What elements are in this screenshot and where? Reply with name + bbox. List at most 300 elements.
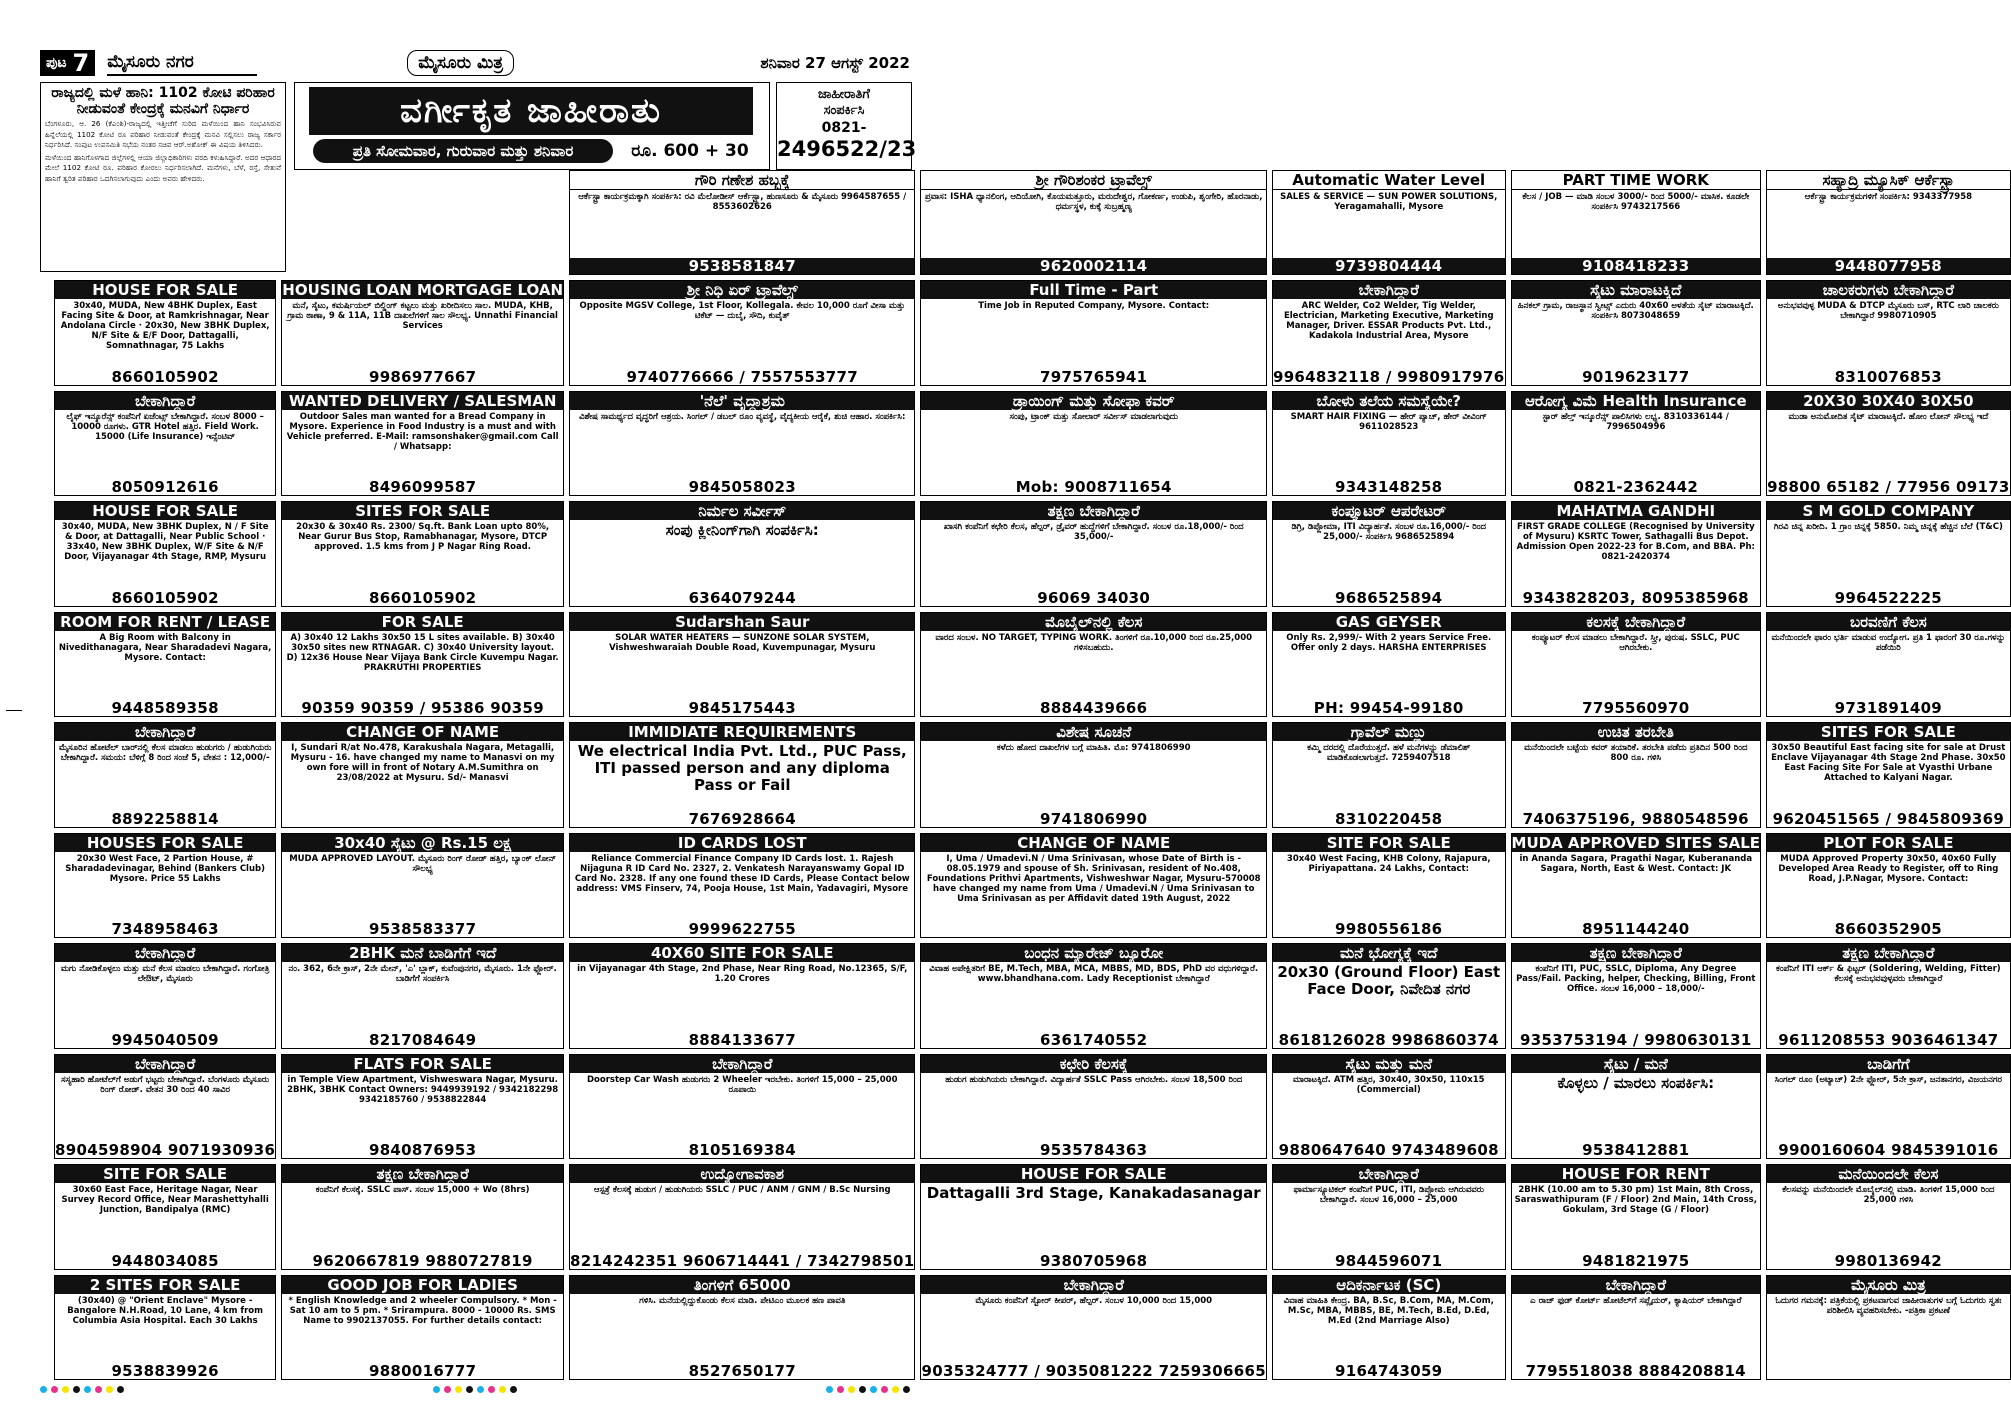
issue-date: ಶನಿವಾರ 27 ಆಗಸ್ಟ್ 2022 — [760, 54, 910, 72]
ad-phone: 9448077958 — [1767, 258, 2010, 274]
classified-ad — [1272, 280, 1506, 385]
ad-body: ಮೈಸೂರು ಕಂಪೆನಿಗೆ ಸ್ಟೋರ್ ಕೀಪರ್, ಹೆಲ್ಪರ್. ಸಂಬಳ 10,000 ರಿಂದ 15,000 — [975, 1295, 1213, 1306]
ad-phone: 9019623177 — [1582, 367, 1690, 386]
classified-ad — [920, 170, 1266, 275]
classified-ad — [1766, 501, 2011, 606]
classified-ad — [920, 833, 1266, 938]
classified-ad — [569, 501, 915, 606]
ad-heading: ಕಂಪ್ಯೂಟರ್ ಆಪರೇಟರ್ — [1273, 502, 1505, 520]
ad-heading: ಬಾಡಿಗೆಗೆ — [1767, 1055, 2010, 1073]
ad-heading: ಬೇಕಾಗಿದ್ದಾರೆ — [55, 723, 275, 741]
ad-body: ಸಸ್ಯಹಾರಿ ಹೋಟೆಲ್‌ಗೆ ಅಡುಗೆ ಭಟ್ಟರು ಬೇಕಾಗಿದ್ದಾರೆ. ಬೆಂಗಳೂರು ಮೈಸೂರು ರಿಂಗ್ ರೋಡ್. ವೇತನ 30 ರಿಂದ 40 ಸಾವಿರ — [61, 1074, 270, 1095]
ad-body: A) 30x40 12 Lakhs 30x50 15 L sites available. B) 30x40 30x50 sites new RTNAGAR. C) 30x40 University layout. D) 12x36 House Near Vijaya Bank Circle Kuvempu Nagar. PRAKRUTHI PROPERTIES — [286, 632, 559, 673]
ad-heading: ಉಚಿತ ತರಬೇತಿ — [1512, 723, 1761, 741]
classified-ad — [1272, 1275, 1506, 1380]
ad-phone: 9900160604 9845391016 — [1778, 1141, 1999, 1160]
ad-heading: S M GOLD COMPANY — [1767, 502, 2010, 520]
classified-ad — [1511, 1054, 1762, 1159]
color-dots-right — [826, 1386, 910, 1396]
ad-body: I, Uma / Umadevi.N / Uma Srinivasan, whose Date of Birth is - 08.05.1979 and spouse of Sh. Srinivasan, resident of No.408, Foundations Prithvi Apartments, Vishweshwar Nagar, Mysuru-570008 have changed my name from Uma / Umadevi.N / Uma Srinivasan to Uma Srinivasan as per Affidavit dated 19th August, 2022 — [926, 853, 1261, 904]
ad-heading: ಸೈಟು ಮತ್ತು ಮನೆ — [1273, 1055, 1505, 1073]
classified-ad — [1511, 612, 1762, 717]
ad-phone: 9741806990 — [1040, 809, 1148, 828]
classified-ad — [569, 722, 915, 827]
classified-ad — [54, 943, 276, 1048]
ad-phone: 9740776666 / 7557553777 — [626, 367, 859, 386]
ad-heading: IMMIDIATE REQUIREMENTS — [570, 723, 914, 741]
ad-phone: 9538583377 — [368, 920, 477, 939]
classified-ad — [54, 1164, 276, 1269]
classified-ad — [1511, 1275, 1762, 1380]
classified-ad — [1511, 833, 1762, 938]
ad-body: ಹಿನಕಲ್ ಗ್ರಾಮ, ರಾಜಸ್ಥಾನ ಸ್ವೀಟ್ಸ್ ಎದುರು 40x60 ಅಳತೆಯ ಸೈಟ್ ಮಾರಾಟಕ್ಕಿದೆ. ಸಂಪರ್ಕಿಸಿ 8073048659 — [1517, 301, 1754, 322]
classified-ad — [54, 833, 276, 938]
ad-phone: 9481821975 — [1582, 1251, 1690, 1270]
ad-heading: ಬೇಕಾಗಿದ್ದಾರೆ — [1273, 281, 1505, 299]
ad-heading: ಗ್ರಾವೆಲ್ ಮಣ್ಣು — [1273, 723, 1505, 741]
banner-title: ವರ್ಗೀಕೃತ ಜಾಹೀರಾತು — [309, 87, 753, 135]
classified-ad — [281, 501, 564, 606]
ad-body: ಮನೆಯಿಂದಲೇ ಫಾರಂ ಭರ್ತಿ ಮಾಡುವ ಉದ್ಯೋಗ. ಪ್ರತಿ 1 ಫಾರಂಗೆ 30 ರೂ.ಗಳನ್ನು ಪಡೆಯಿರಿ — [1771, 632, 2006, 653]
ad-phone: 9620002114 — [921, 258, 1265, 274]
ad-phone: 9844596071 — [1335, 1251, 1443, 1270]
ad-body: Reliance Commercial Finance Company ID Cards lost. 1. Rajesh Nijaguna R ID Card No. 2327, 2. Venkatesh Narayanswamy Gopal ID Card No. 2328. If any one found these ID Cards, Please Contact below address: VMS Finserv, 74, Pooja House, 1st Main, Yadavagiri, Mysore — [574, 853, 910, 894]
ad-heading: 2BHK ಮನೆ ಬಾಡಿಗೆಗೆ ಇದೆ — [282, 944, 563, 962]
ad-phone: 9945040509 — [111, 1030, 219, 1049]
classified-ad — [54, 391, 276, 496]
classified-ad — [54, 612, 276, 717]
classified-ads-grid — [54, 170, 2010, 1380]
ad-body: ಮುಡಾ ಅನುಮೋದಿತ ಸೈಟ್ ಮಾರಾಟಕ್ಕಿದೆ. ಹೋಂ ಲೋನ್ ಸೌಲಭ್ಯ ಇದೆ — [1788, 411, 1989, 422]
registration-dot — [466, 1386, 473, 1393]
contact-phone: 2496522/23 — [777, 137, 917, 161]
classified-ad — [1272, 1164, 1506, 1269]
ad-heading: 20X30 30X40 30X50 — [1767, 392, 2010, 410]
banner-price: ರೂ. 600 + 30 — [631, 141, 749, 161]
classified-ad — [1272, 612, 1506, 717]
ad-heading: GAS GEYSER — [1273, 613, 1505, 631]
ad-phone: 8527650177 — [688, 1361, 796, 1380]
registration-dot — [51, 1386, 58, 1393]
classified-ad — [1766, 612, 2011, 717]
ad-phone: 9980556186 — [1335, 920, 1443, 939]
ad-body: ಕೊಳ್ಳಲು / ಮಾರಲು ಸಂಪರ್ಕಿಸಿ: — [1557, 1073, 1715, 1092]
registration-dot — [444, 1386, 451, 1393]
registration-dot — [870, 1386, 877, 1393]
ad-body: in Ananda Sagara, Pragathi Nagar, Kuberananda Sagara, North, East & West. Contact: JK — [1519, 853, 1753, 874]
ad-phone: PH: 99454-99180 — [1313, 699, 1464, 718]
registration-dot — [95, 1386, 102, 1393]
registration-dot — [73, 1386, 80, 1393]
ad-phone: 9164743059 — [1335, 1361, 1443, 1380]
ad-heading: ROOM FOR RENT / LEASE — [55, 613, 275, 631]
ad-body: ಅನುಭವವುಳ್ಳ MUDA & DTCP ಮೈಸೂರು ಬಸ್, RTC ಲಾರಿ ಚಾಲಕರು ಬೇಕಾಗಿದ್ದಾರೆ 9980710905 — [1777, 301, 1999, 322]
ad-phone: 8618126028 9986860374 — [1278, 1030, 1499, 1049]
ad-heading: ಬೋಳು ತಲೆಯ ಸಮಸ್ಯೆಯೇ? — [1273, 392, 1505, 410]
ad-phone: 9380705968 — [1040, 1251, 1148, 1270]
registration-dot — [881, 1386, 888, 1393]
ad-heading: SITE FOR SALE — [1273, 834, 1505, 852]
classified-ad — [1766, 1164, 2011, 1269]
ad-phone: 8310220458 — [1335, 809, 1443, 828]
ad-heading: ಮೈಸೂರು ಮಿತ್ರ — [1767, 1276, 2010, 1294]
ad-heading: ಸೈಟು ಮಾರಾಟಕ್ಕಿದೆ — [1512, 281, 1761, 299]
contact-line: ಸಂಪರ್ಕಿಸಿ — [823, 103, 865, 118]
ad-heading: ಶ್ರೀ ಗೌರಿಶಂಕರ ಟ್ರಾವೆಲ್ಸ್ — [921, 171, 1265, 190]
ad-phone: 8660352905 — [1834, 920, 1943, 939]
classified-ad — [281, 612, 564, 717]
classified-ad — [1766, 280, 2011, 385]
ad-phone: 7795560970 — [1582, 699, 1690, 718]
ad-heading: HOUSES FOR SALE — [55, 834, 275, 852]
registration-dot — [826, 1386, 833, 1393]
classified-ad — [1511, 280, 1762, 385]
registration-dot — [848, 1386, 855, 1393]
ad-body: ಕಳೆದು ಹೋದ ದಾಖಲೆಗಳ ಬಗ್ಗೆ ಮಾಹಿತಿ. ಮೊ: 9741806990 — [996, 743, 1191, 754]
classified-ad — [281, 722, 564, 827]
color-dots-middle — [433, 1386, 517, 1396]
registration-dot — [859, 1386, 866, 1393]
ad-phone: 7975765941 — [1040, 367, 1148, 386]
ad-heading: MAHATMA GANDHI — [1512, 502, 1761, 520]
ad-body: I, Sundari R/at No.478, Karakushala Nagara, Metagalli, Mysuru - 16. have changed my name to Manasvi on my own fore will in front of Notary A.M.Sumithra on 23/08/2022 at Mysuru. Sd/- Manasvi — [290, 743, 555, 784]
ad-body: ವಿವಾಹ ಮಾಹಿತಿ ಕೇಂದ್ರ. BA, B.Sc, B.Com, MA, M.Com, M.Sc, MBA, MBBS, BE, M.Tech, B.Ed, D.Ed, M.Ed (2nd Marriage Also) — [1283, 1295, 1494, 1326]
classified-ad — [569, 833, 915, 938]
ad-body: SOLAR WATER HEATERS — SUNZONE SOLAR SYSTEM, Vishweshwaraiah Double Road, Kuvempunagar, Mysuru — [609, 632, 876, 653]
ad-phone: 8904598904 9071930936 — [55, 1141, 276, 1160]
classified-ad — [569, 391, 915, 496]
ad-phone: 90359 90359 / 95386 90359 — [301, 699, 544, 718]
ad-phone: 9108418233 — [1512, 258, 1761, 274]
ad-heading: FOR SALE — [282, 613, 563, 631]
ad-heading: ತಕ್ಷಣ ಬೇಕಾಗಿದ್ದಾರೆ — [921, 502, 1265, 520]
classified-ad — [1766, 1054, 2011, 1159]
ad-heading: ತಿಂಗಳಿಗೆ 65000 — [570, 1276, 914, 1294]
ad-body: ಸ್ಟಾರ್ ಹೆಲ್ತ್ ಇನ್ಶೂರೆನ್ಸ್ ಪಾಲಿಸಿಗಳು ಲಭ್ಯ. 8310336144 / 7996504996 — [1542, 411, 1729, 432]
registration-dot — [455, 1386, 462, 1393]
ad-phone: 9538839926 — [111, 1361, 219, 1380]
ad-phone: 9620667819 9880727819 — [312, 1251, 533, 1270]
ad-body: Only Rs. 2,999/- With 2 years Service Free. Offer only 2 days. HARSHA ENTERPRISES — [1286, 632, 1492, 653]
ad-heading: CHANGE OF NAME — [282, 723, 563, 741]
classified-ad — [281, 1164, 564, 1269]
ad-phone: 9845175443 — [688, 699, 796, 718]
ad-heading: ಚಾಲಕರುಗಳು ಬೇಕಾಗಿದ್ದಾರೆ — [1767, 281, 2010, 299]
ad-phone: 9739804444 — [1273, 258, 1505, 274]
classified-ad — [920, 280, 1266, 385]
lead-headline: ರಾಜ್ಯದಲ್ಲಿ ಮಳೆ ಹಾನಿ: 1102 ಕೋಟಿ ಪರಿಹಾರ ನೀಡುವಂತೆ ಕೇಂದ್ರಕ್ಕೆ ಮನವಿಗೆ ನಿರ್ಧಾರ — [51, 85, 275, 117]
classified-ad — [1766, 391, 2011, 496]
lead-paragraph: ಮಳೆಯಿಂದ ಹಾನಿಗೊಳಗಾದ ಜಿಲ್ಲೆಗಳಲ್ಲಿ ಆಯಾ ಜಿಲ್ಲಾಧಿಕಾರಿಗಳು ವರದಿ ಕಳುಹಿಸಿದ್ದಾರೆ. ಅದರ ಆಧಾರದ ಮೇಲೆ 1102 ಕೋಟಿ ರೂ. ಪರಿಹಾರ ಕೋರಲು ನಿರ್ಧರಿಸಲಾಗಿದೆ. ಮನೆಗಳು, ಬೆಳೆ, ರಸ್ತೆ, ಸೇತುವೆ ಹಾನಿಗೆ ತ್ವರಿತ ಪರಿಹಾರ ಒದಗಿಸಲಾಗುವುದು ಎಂದು ಅವರು ಹೇಳಿದರು. — [45, 152, 281, 183]
ad-body: ಮೈಸೂರಿನ ಹೋಟೆಲ್ ಬಾರ್‌ನಲ್ಲಿ ಕೆಲಸ ಮಾಡಲು ಹುಡುಗರು / ಹುಡುಗಿಯರು ಬೇಕಾಗಿದ್ದಾರೆ. ಸಮಯ: ಬೆಳಿಗ್ಗೆ 8 ರಿಂದ ಸಂಜೆ 5, ವೇತನ : 12,000/- — [58, 743, 272, 764]
ad-heading: ನಿರ್ಮಲ ಸರ್ವೀಸ್ — [570, 502, 914, 520]
print-registration-marks — [40, 1386, 910, 1396]
ad-phone: 8105169384 — [688, 1141, 796, 1160]
classified-ad — [920, 612, 1266, 717]
ad-phone: 9731891409 — [1834, 699, 1943, 718]
ad-body: ಲೈಫ್ ಇನ್ಶೂರೆನ್ಸ್ ಕಂಪೆನಿಗೆ ಏಜೆಂಟ್ಸ್ ಬೇಕಾಗಿದ್ದಾರೆ. ಸಂಬಳ 8000 – 10000 ರೂಗಳು. GTR Hotel ಹತ್ತಿರ. Field Work. 15000 (Life Insurance) ಇನ್ಸೆಂಟಿವ್ — [66, 411, 264, 442]
ad-heading: ಕಛೇರಿ ಕೆಲಸಕ್ಕೆ — [921, 1055, 1265, 1073]
ad-phone: 7406375196, 9880548596 — [1522, 809, 1749, 828]
ad-body: ಖಾಸಗಿ ಕಂಪೆನಿಗೆ ಕಛೇರಿ ಕೆಲಸ, ಹೆಲ್ಪರ್, ಡ್ರೈವರ್ ಹುದ್ದೆಗಳಿಗೆ ಬೇಕಾಗಿದ್ದಾರೆ. ಸಂಬಳ ರೂ.18,000/- ರಿಂದ 35,000/- — [943, 522, 1244, 543]
ad-heading: PLOT FOR SALE — [1767, 834, 2010, 852]
ad-body: SALES & SERVICE — SUN POWER SOLUTIONS, Yeragamahalli, Mysore — [1280, 192, 1498, 212]
brand-logo: ಮೈಸೂರು ಮಿತ್ರ — [407, 50, 514, 76]
ad-heading: Sudarshan Saur — [570, 613, 914, 631]
ad-heading: ಶ್ರೀ ನಿಧಿ ಏರ್ ಟ್ರಾವೆಲ್ಸ್ — [570, 281, 914, 299]
ad-body: in Vijayanagar 4th Stage, 2nd Phase, Near Ring Road, No.12365, S/F, 1.20 Crores — [577, 964, 908, 985]
ad-phone: 8660105902 — [368, 588, 477, 607]
ad-heading: ಮನೆಯಿಂದಲೇ ಕೆಲಸ — [1767, 1165, 2010, 1183]
ad-phone: 9620451565 / 9845809369 — [1772, 809, 2005, 828]
ad-body: 20x30 West Face, 2 Partion House, # Sharadadevinagar, Behind (Bankers Club) Mysore. Price 55 Lakhs — [65, 853, 265, 884]
classified-ad — [1766, 1275, 2011, 1380]
ad-heading: ಗೌರಿ ಗಣೇಶ ಹಬ್ಬಕ್ಕೆ — [570, 171, 914, 190]
classified-ad — [1766, 833, 2011, 938]
ad-phone: 9964522225 — [1834, 588, 1943, 607]
ad-body: ಕಂಪ್ಯೂಟರ್ ಕೆಲಸ ಮಾಡಲು ಬೇಕಾಗಿದ್ದಾರೆ. ಸ್ತ್ರೀ, ಪುರುಷ. SSLC, PUC ಆಗಿರಬೇಕು. — [1531, 632, 1740, 653]
ad-phone: 8884439666 — [1040, 699, 1148, 718]
registration-dot — [62, 1386, 69, 1393]
ad-body: ಮಾರಾಟಕ್ಕಿದೆ. ATM ಹತ್ತಿರ, 30x40, 30x50, 110x15 (Commercial) — [1292, 1074, 1485, 1095]
ad-body: 30x60 East Face, Heritage Nagar, Near Survey Record Office, Near Marashettyhalli Junction, Bandipalya (RMC) — [61, 1185, 269, 1216]
ad-body: ಮನೆ, ಸೈಟು, ಕಮರ್ಷಿಯಲ್ ಬಿಲ್ಡಿಂಗ್ ಕಟ್ಟಲು ಮತ್ತು ಖರೀದಿಸಲು ಸಾಲ. MUDA, KHB, ಗ್ರಾಮ ಠಾಣಾ, 9 & 11A, 11B ದಾಖಲೆಗಳಿಗೆ ಸಾಲ ಸೌಲಭ್ಯ. Unnathi Financial Services — [287, 301, 558, 332]
ad-heading: ಬೇಕಾಗಿದ್ದಾರೆ — [55, 944, 275, 962]
ad-body: ಎ ರಾಜ್ ಫುಡ್ ಕೋರ್ಟ್ ಹೋಟೆಲ್‌ಗೆ ಸಪ್ಲೈಯರ್, ಕ್ಯಾಷಿಯರ್ ಬೇಕಾಗಿದ್ದಾರೆ — [1530, 1295, 1742, 1306]
ad-phone: 9686525894 — [1335, 588, 1443, 607]
ad-phone: 8951144240 — [1582, 920, 1690, 939]
ad-phone: 8217084649 — [368, 1030, 477, 1049]
registration-dot — [40, 1386, 47, 1393]
ad-body: ಗಿರವಿ ಚಿನ್ನ ಖರೀದಿ. 1 ಗ್ರಾಂ ಚಿನ್ನಕ್ಕೆ 5850. ನಿಮ್ಮ ಚಿನ್ನಕ್ಕೆ ಹೆಚ್ಚಿನ ಬೆಲೆ (T&C) — [1773, 522, 2003, 533]
ad-phone: 9611208553 9036461347 — [1778, 1030, 1999, 1049]
ad-body: ಫಾರ್ಮಾಸ್ಯೂಟಿಕಲ್ ಕಂಪೆನಿಗೆ PUC, ITI, ಡಿಪ್ಲೋಮ ಆಗಿರುವವರು ಬೇಕಾಗಿದ್ದಾರೆ. ಸಂಬಳ 16,000 – 25,000 — [1293, 1185, 1484, 1206]
classified-ad — [281, 943, 564, 1048]
ad-heading: 30x40 ಸೈಟು @ Rs.15 ಲಕ್ಷ — [282, 834, 563, 852]
ad-heading: ಸೈಟು / ಮನೆ — [1512, 1055, 1761, 1073]
ad-heading: ಬೇಕಾಗಿದ್ದಾರೆ — [1512, 1276, 1761, 1294]
registration-dot — [84, 1386, 91, 1393]
ad-heading: 40X60 SITE FOR SALE — [570, 944, 914, 962]
ad-phone: 0821-2362442 — [1573, 478, 1699, 497]
classified-ad — [920, 943, 1266, 1048]
ad-heading: SITE FOR SALE — [55, 1165, 275, 1183]
ad-heading: ತಕ್ಷಣ ಬೇಕಾಗಿದ್ದಾರೆ — [1512, 944, 1761, 962]
registration-dot — [903, 1386, 910, 1393]
ad-body: ಡಿಗ್ರಿ, ಡಿಪ್ಲೋಮಾ, ITI ವಿದ್ಯಾರ್ಹತೆ. ಸಂಬಳ ರೂ.16,000/- ರಿಂದ 25,000/- ಸಂಪರ್ಕಿಸಿ 9686525894 — [1291, 522, 1487, 543]
ad-body: We electrical India Pvt. Ltd., PUC Pass, ITI passed person and any diploma Pass or Fail — [577, 742, 907, 795]
classified-ad — [54, 501, 276, 606]
ad-heading: ID CARDS LOST — [570, 834, 914, 852]
registration-dot — [117, 1386, 124, 1393]
ad-phone: 9964832118 / 9980917976 — [1272, 367, 1505, 386]
ad-phone: 9343828203, 8095385968 — [1522, 588, 1749, 607]
classified-ad — [1511, 943, 1762, 1048]
ad-phone: 9353753194 / 9980630131 — [1520, 1030, 1752, 1049]
ad-heading: WANTED DELIVERY / SALESMAN — [282, 392, 563, 410]
classified-ad — [569, 1164, 915, 1269]
classified-ad — [1511, 1164, 1762, 1269]
ad-body: ಸಿಂಗಲ್ ರೂಂ (ಅಟ್ಯಾಚ್) 2ನೇ ಫ್ಲೋರ್, 5ನೇ ಕ್ರಾಸ್, ಜನತಾನಗರ, ವಿಜಯನಗರ — [1774, 1074, 2002, 1085]
ad-phone: Mob: 9008711654 — [1015, 478, 1172, 497]
ad-body: in Temple View Apartment, Vishweswara Nagar, Mysuru. 2BHK, 3BHK Contact Owners: 9449939192 / 9342182298 9342185760 / 9538822844 — [287, 1074, 559, 1105]
classified-ad — [569, 1275, 915, 1380]
ad-heading: SITES FOR SALE — [1767, 723, 2010, 741]
registration-dot — [499, 1386, 506, 1393]
ad-phone: 8214242351 9606714441 / 7342798501 — [570, 1251, 915, 1270]
classified-ad — [1511, 501, 1762, 606]
classified-ad — [1272, 833, 1506, 938]
ad-phone: 8050912616 — [111, 478, 219, 497]
ad-body: * English Knowledge and 2 wheeler Compulsory. * Mon - Sat 10 am to 5 pm. * Srirampura. 8000 - 10000 Rs. SMS Name to 9902137055. For further details contact: — [288, 1295, 557, 1326]
ad-body: ವಿವಾಹ ಅಪೇಕ್ಷಿತರಿಗೆ BE, M.Tech, MBA, MCA, MBBS, MD, BDS, PhD ವರ ವಧುಗಳಿದ್ದಾರೆ. www.bhandhana.com. Lady Receptionist ಬೇಕಾಗಿದ್ದಾರೆ — [929, 964, 1259, 985]
ad-body: 2BHK (10.00 am to 5.30 pm) 1st Main, 8th Cross, Saraswathipuram (F / Floor) 2nd Main, 14th Cross, Gokulam, 3rd Stage (G / Floor) — [1514, 1185, 1757, 1216]
classified-ad — [569, 943, 915, 1048]
classified-ad — [54, 1054, 276, 1159]
ad-phone: 9880647640 9743489608 — [1278, 1141, 1499, 1160]
lead-paragraph: ಬೆಂಗಳೂರು, ಆ. 26 (ಕೆಎಂಶಿ)-ರಾಜ್ಯದಲ್ಲಿ ಇತ್ತೀಚೆಗೆ ಸುರಿದ ಮಳೆಯಿಂದ ಹಾನಿ ಸಂಭವಿಸಿರುವ ಹಿನ್ನೆಲೆಯಲ್ಲಿ 1102 ಕೋಟಿ ರೂ ಪರಿಹಾರ ನೀಡುವಂತೆ ಕೇಂದ್ರಕ್ಕೆ ಮನವಿ ಸಲ್ಲಿಸಲು ರಾಜ್ಯ ಸರ್ಕಾರ ನಿರ್ಧರಿಸಿದೆ. ಸಂಪುಟ ಉಪಸಮಿತಿ ಸಭೆಯ ನಂತರ ಸಚಿವ ಆರ್.ಅಶೋಕ್ ಈ ವಿಷಯ ತಿಳಿಸಿದರು. — [45, 119, 281, 150]
registration-dot — [106, 1386, 113, 1393]
classified-ad — [920, 1275, 1266, 1380]
ad-heading: Full Time - Part — [921, 281, 1265, 299]
classified-ad — [281, 833, 564, 938]
classified-ad — [281, 280, 564, 385]
ad-heading: ತಕ್ಷಣ ಬೇಕಾಗಿದ್ದಾರೆ — [282, 1165, 563, 1183]
ad-phone: 8496099587 — [368, 478, 477, 497]
ad-body: ಕೆಲಸವನ್ನು ಮನೆಯಿಂದಲೇ ಮೊಬೈಲ್‌ನಲ್ಲಿ ಮಾಡಿ. ತಿಂಗಳಿಗೆ 15,000 ರಿಂದ 25,000 ಗಳಿಸಿ — [1782, 1185, 1995, 1206]
ad-heading: ಬೇಕಾಗಿದ್ದಾರೆ — [55, 392, 275, 410]
classified-ad — [1766, 943, 2011, 1048]
ad-heading: HOUSE FOR RENT — [1512, 1165, 1761, 1183]
ad-body: Dattagalli 3rd Stage, Kanakadasanagar — [926, 1184, 1261, 1203]
ad-heading: HOUSE FOR SALE — [55, 502, 275, 520]
ad-body: A Big Room with Balcony in Nivedithanagara, Near Sharadadevi Nagara, Mysore. Contact: — [58, 632, 272, 663]
ad-phone: 9538581847 — [570, 258, 914, 274]
ad-body: ವಿಶೇಷ ಸಾಮರ್ಥ್ಯದ ವೃದ್ಧರಿಗೆ ಆಶ್ರಯ. ಸಿಂಗಲ್ / ಡಬಲ್ ರೂಂ ವ್ಯವಸ್ಥೆ, ವೈದ್ಯಕೀಯ ಆರೈಕೆ, ಶುಚಿ ಆಹಾರ. ಸಂಪರ್ಕಿಸಿ: — [579, 411, 906, 422]
registration-dot — [477, 1386, 484, 1393]
ad-body: ಸಂಪು ಕ್ಲೀನಿಂಗ್‌ಗಾಗಿ ಸಂಪರ್ಕಿಸಿ: — [665, 521, 819, 540]
classified-ad — [1272, 1054, 1506, 1159]
ad-body: 20x30 & 30x40 Rs. 2300/ Sq.ft. Bank Loan upto 80%, Near Gurur Bus Stop, Ramabhanagar, Mysore, DTCP approved. 1.5 kms from J P Nagar Ring Road. — [296, 522, 550, 553]
classified-ad — [1766, 170, 2011, 275]
ad-body: ಮನೆಯಿಂದಲೇ ಬಟ್ಟೆಯ ಕವರ್ ತಯಾರಿಕೆ. ತರಬೇತಿ ಪಡೆದು ಪ್ರತಿದಿನ 500 ರಿಂದ 800 ರೂ. ಗಳಿಸಿ — [1524, 743, 1748, 764]
ad-body: ಹುಡುಗ ಹುಡುಗಿಯರು ಬೇಕಾಗಿದ್ದಾರೆ. ವಿದ್ಯಾರ್ಹತೆ SSLC Pass ಆಗಿರಬೇಕು. ಸಂಬಳ 18,500 ರಿಂದ — [945, 1074, 1243, 1085]
ad-heading: ಮೊಬೈಲ್‌ನಲ್ಲಿ ಕೆಲಸ — [921, 613, 1265, 631]
contact-line: 0821- — [821, 120, 867, 136]
ad-body: ಓದುಗರ ಗಮನಕ್ಕೆ: ಪತ್ರಿಕೆಯಲ್ಲಿ ಪ್ರಕಟವಾಗುವ ಜಾಹೀರಾತುಗಳ ಬಗ್ಗೆ ಓದುಗರು ಸ್ವತಃ ಪರಿಶೀಲಿಸಿ ವ್ಯವಹರಿಸಬೇಕು. -ಪತ್ರಿಕಾ ಪ್ರಕಟಣೆ — [1775, 1295, 2002, 1316]
ad-phone: 9880016777 — [368, 1361, 477, 1380]
ad-body: ಸಂಪು, ಟ್ರಾಂಕ್ ಮತ್ತು ಸೋಲಾರ್ ಸರ್ವೀಸ್ ಮಾಡಲಾಗುವುದು — [1009, 411, 1178, 422]
ad-phone: 9845058023 — [688, 478, 796, 497]
classified-ad — [569, 170, 915, 275]
classifieds-banner — [294, 82, 770, 170]
classified-ad — [1272, 943, 1506, 1048]
classified-ad — [1766, 722, 2011, 827]
ad-body: ಕಮ್ಮಿ ದರದಲ್ಲಿ ದೊರೆಯುತ್ತದೆ. ಹಳೆ ಮನೆಗಳನ್ನು ಡೆಮಾಲಿಶ್ ಮಾಡಿಕೊಡಲಾಗುತ್ತದೆ. 7259407518 — [1307, 743, 1471, 764]
ad-body: MUDA APPROVED LAYOUT. ಮೈಸೂರು ರಿಂಗ್ ರೋಡ್ ಹತ್ತಿರ, ಬ್ಯಾಂಕ್ ಲೋನ್ ಸೌಲಭ್ಯ — [289, 853, 557, 874]
ad-body: ಕೆಲಸ / JOB — ಮಾಡಿ ಸಂಬಳ 3000/- ರಿಂದ 5000/- ಮಾಸಿಕ. ಕೂಡಲೇ ಸಂಪರ್ಕಿಸಿ 9743217566 — [1522, 192, 1750, 212]
classified-ad — [569, 1054, 915, 1159]
ad-body: 30x40, MUDA, New 4BHK Duplex, East Facing Site & Door, at Ramkrishnagar, Near Andolana Circle · 20x30, New 3BHK Duplex, N/F Site & E/F Door, Dattagalli, Somnathnagar, 75 Lakhs — [60, 301, 270, 352]
banner-subtitle: ಪ್ರತಿ ಸೋಮವಾರ, ಗುರುವಾರ ಮತ್ತು ಶನಿವಾರ — [313, 139, 613, 163]
ad-phone: 9448589358 — [111, 699, 219, 718]
ad-heading: Automatic Water Level — [1273, 171, 1505, 190]
classified-ad — [54, 722, 276, 827]
classified-ad — [920, 391, 1266, 496]
ad-heading: ಬಂಧನ ಮ್ಯಾರೇಜ್ ಬ್ಯೂರೋ — [921, 944, 1265, 962]
classified-ad — [1272, 501, 1506, 606]
classified-ad — [1272, 391, 1506, 496]
classified-ad — [281, 1054, 564, 1159]
classified-ad — [920, 722, 1266, 827]
registration-dot — [510, 1386, 517, 1393]
ad-body: ವಾರದ ಸಂಬಳ. NO TARGET, TYPING WORK. ತಿಂಗಳಿಗೆ ರೂ.10,000 ರಿಂದ ರೂ.25,000 ಗಳಿಸಬಹುದು. — [935, 632, 1253, 653]
ad-phone: 98800 65182 / 77956 09173 — [1767, 478, 2010, 497]
ad-phone: 8884133677 — [688, 1030, 796, 1049]
ad-body: ಗಳಿಸಿ. ಮನೆಯಲ್ಲಿದ್ದುಕೊಂಡು ಕೆಲಸ ಮಾಡಿ. ಪೇಟಿಎಂ ಮೂಲಕ ಹಣ ಪಾವತಿ — [639, 1295, 846, 1306]
ad-heading: GOOD JOB FOR LADIES — [282, 1276, 563, 1294]
classified-ad — [281, 1275, 564, 1380]
classified-ad — [920, 501, 1266, 606]
classified-ad — [54, 280, 276, 385]
ad-phone: 9999622755 — [688, 920, 796, 939]
ad-phone: 9538412881 — [1582, 1141, 1690, 1160]
ad-phone: 9535784363 — [1040, 1141, 1148, 1160]
ad-body: Doorstep Car Wash ಹುಡುಗರು 2 Wheeler ಇರಬೇಕು. ತಿಂಗಳಿಗೆ 15,000 – 25,000 ರೂಪಾಯಿ — [587, 1074, 898, 1095]
ad-body: FIRST GRADE COLLEGE (Recognised by University of Mysuru) KSRTC Tower, Sathagalli Bus Depot. Admission Open 2022-23 for B.Com, and BBA. Ph: 0821-2420374 — [1516, 522, 1755, 563]
ad-body: MUDA Approved Property 30x50, 40x60 Fully Developed Area Ready to Register, off to Ring Road, J.P.Nagar, Mysore. Contact: — [1778, 853, 1999, 884]
classified-ad — [1272, 722, 1506, 827]
ad-heading: HOUSING LOAN MORTGAGE LOAN — [282, 281, 564, 300]
ad-heading: CHANGE OF NAME — [921, 834, 1265, 852]
ad-phone: 9986977667 — [368, 367, 477, 386]
ad-body: 30x40 West Facing, KHB Colony, Rajapura, Piriyapattana. 24 Lakhs, Contact: — [1286, 853, 1491, 874]
ad-body: ಕಂಪೆನಿಗೆ ಕೆಲಸಕ್ಕೆ. SSLC ಪಾಸ್. ಸಂಬಳ 15,000 + Wo (8hrs) — [315, 1185, 530, 1196]
ad-body: ಆರ್ಕೆಸ್ಟ್ರಾ ಕಾರ್ಯಕ್ರಮಕ್ಕಾಗಿ ಸಂಪರ್ಕಿಸಿ: ರವಿ ಮೆಲೋಡೀಸ್ ಆರ್ಕೆಸ್ಟ್ರಾ, ಹುಣಸೂರು & ಮೈಸೂರು 9964587655 / 8553602626 — [578, 192, 907, 212]
ad-phone: 8660105902 — [111, 588, 219, 607]
ad-heading: MUDA APPROVED SITES SALE — [1511, 833, 1761, 852]
ad-heading: SITES FOR SALE — [282, 502, 563, 520]
ad-heading: ಆರೋಗ್ಯ ವಿಮೆ Health Insurance — [1512, 392, 1761, 410]
ad-heading: ಉದ್ಯೋಗಾವಕಾಶ — [570, 1165, 914, 1183]
ad-phone: 6364079244 — [688, 588, 796, 607]
ad-heading: ಬೇಕಾಗಿದ್ದಾರೆ — [921, 1276, 1265, 1294]
ad-heading: ಸಹ್ಯಾದ್ರಿ ಮ್ಯೂಸಿಕ್ ಆರ್ಕೆಸ್ಟ್ರಾ — [1767, 171, 2010, 190]
ad-body: 20x30 (Ground Floor) East Face Door, ನಿವೇದಿತ ನಗರ — [1277, 963, 1501, 999]
section-name: ಮೈಸೂರು ನಗರ — [107, 50, 257, 76]
ad-body: ನಂ. 362, 6ನೇ ಕ್ರಾಸ್, 2ನೇ ಮೇನ್, 'ಎ' ಬ್ಲಾಕ್, ಕುವೆಂಪುನಗರ, ಮೈಸೂರು. 1ನೇ ಫ್ಲೋರ್. ಬಾಡಿಗೆಗೆ ಸಂಪರ್ಕಿಸಿ — [288, 964, 557, 985]
ad-heading: ಬೇಕಾಗಿದ್ದಾರೆ — [1273, 1165, 1505, 1183]
classified-ad — [1272, 170, 1506, 275]
margin-mark — [6, 710, 22, 711]
ad-body: ಕಂಪೆನಿಗೆ ITI, PUC, SSLC, Diploma, Any Degree Pass/Fail. Packing, helper, Checking, Billing, Front Office. ಸಂಬಳ 16,000 – 18,000/- — [1516, 964, 1756, 995]
ad-heading: ತಕ್ಷಣ ಬೇಕಾಗಿದ್ದಾರೆ — [1767, 944, 2010, 962]
classified-ad — [920, 1054, 1266, 1159]
ad-phone: 9840876953 — [368, 1141, 477, 1160]
classified-ad — [920, 1164, 1266, 1269]
contact-box — [776, 82, 917, 170]
ad-phone: 8310076853 — [1834, 367, 1943, 386]
ad-heading: ಕಲಸಕ್ಕೆ ಬೇಕಾಗಿದ್ದಾರೆ — [1512, 613, 1761, 631]
ad-body: ARC Welder, Co2 Welder, Tig Welder, Electrician, Marketing Executive, Marketing Manager, Driver. ESSAR Products Pvt. Ltd., Kadakola Industrial Area, Mysore — [1283, 301, 1494, 342]
ad-phone: 7795518038 8884208814 — [1525, 1361, 1746, 1380]
color-dots-left — [40, 1386, 124, 1396]
classified-ad — [281, 391, 564, 496]
ad-heading: 2 SITES FOR SALE — [55, 1276, 275, 1294]
ad-body: (30x40) @ "Orient Enclave" Mysore - Bangalore N.H.Road, 10 Lane, 4 km from Columbia Asia Hospital. Each 30 Lakhs — [67, 1295, 263, 1326]
ad-phone: 9980136942 — [1834, 1251, 1943, 1270]
registration-dot — [488, 1386, 495, 1393]
